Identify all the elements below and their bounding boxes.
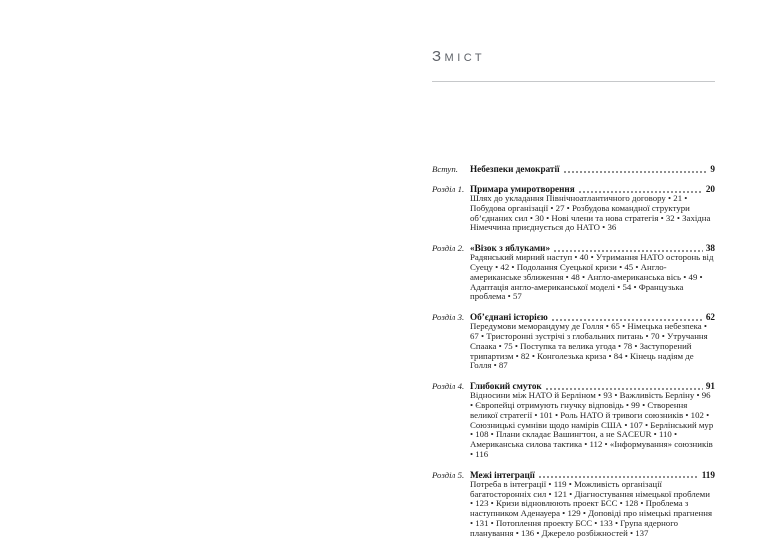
toc-entry-main (470, 164, 715, 174)
toc-heading-row (470, 164, 715, 174)
toc-entry-label: Розділ 4. (432, 381, 465, 392)
toc-entry-main (470, 470, 715, 539)
toc-entry-page-number: 9 (710, 164, 715, 174)
toc-entry-heading: Примара умиротворення (470, 184, 575, 194)
toc-entry-heading: Небезпеки демократії (470, 164, 560, 174)
table-of-contents (432, 47, 715, 547)
toc-entry-main (470, 381, 715, 460)
toc-entry-heading: «Візок з яблуками» (470, 243, 551, 254)
toc-entry-label: Розділ 1. (432, 184, 465, 194)
toc-entry-heading: Межі інтеграції (470, 469, 535, 480)
toc-entry-chapter-4 (432, 381, 715, 460)
toc-entry-chapter-3 (432, 312, 715, 371)
page-title: Зміст (432, 48, 486, 65)
toc-entry-subtopics: Передумови меморандуму де Голля • 65 • Німецька небезпека • 67 • Тристоронні зустрічі з глобальних питань • 70 • Утручання Спаака • 75 • Поступка та велика угода • 78 • Заступорений трипартизм • 82 • Конголезька криза • 84 • Кінець надіям де Голля • 87 (470, 321, 708, 371)
toc-entry-label: Вступ. (432, 164, 458, 174)
toc-entry-heading: Об’єднані історією (470, 312, 548, 323)
toc-entry-label: Розділ 5. (432, 469, 465, 480)
dot-leader (538, 476, 699, 478)
toc-entry-chapter-2 (432, 243, 715, 302)
toc-entry-heading: Глибокий смуток (470, 381, 542, 392)
toc-entry-main (470, 243, 715, 302)
toc-entry-label: Розділ 2. (432, 243, 465, 254)
toc-entry-page-number: 62 (705, 312, 715, 323)
toc-entry-intro (432, 164, 715, 174)
toc-entry-main (470, 312, 715, 371)
toc-entry-main (470, 184, 715, 233)
toc-entry-subtopics: Шлях до укладання Північноатлантичного договору • 21 • Побудова організації • 27 • Розбудова командної структури об’єднаних сил • 30 • Нові члени та нова стратегія • 32 • Західна Німеччина приєднується до НАТО • 36 (470, 193, 711, 233)
title-divider-rule (432, 81, 715, 82)
toc-entry-subtopics: Потреба в інтеграції • 119 • Можливість організації багатосторонніх сил • 121 • Діагностування німецької проблеми • 123 • Кризи відновлюють проект БСС • 128 • Проблема з наступником Аденауера • 129 • Доповіді про німецькі прагнення • 131 • Потоплення проекту БСС • 133 • Група ядерного планування • 136 • Джерело розбіжностей • 137 (470, 478, 713, 538)
toc-entry-page-number: 38 (705, 243, 715, 254)
toc-entry-list (432, 164, 715, 539)
toc-entry-chapter-1 (432, 184, 715, 233)
toc-entry-subtopics: Відносини між НАТО й Берліном • 93 • Важливість Берліну • 96 • Європейці отримують гнучку відповідь • 99 • Створення великої стратегії • 101 • Роль НАТО й тривоги союзників • 102 • Союзницькі сумніви щодо намірів США • 107 • Берлінський мур • 108 • Плани складає Вашингтон, а не SACEUR • 110 • Американська силова тактика • 112 • «Інформування» союзників • 116 (470, 390, 714, 459)
toc-entry-page-number: 91 (705, 381, 715, 392)
toc-entry-label: Розділ 3. (432, 312, 465, 323)
toc-entry-page-number: 20 (705, 184, 715, 194)
toc-entry-subtopics: Радянський мирний наступ • 40 • Утримання НАТО осторонь від Суецу • 42 • Подолання Суецької кризи • 45 • Англо-американське зближення • 48 • Англо-американська вісь • 49 • Адаптація англо-американської моделі • 54 • Французька проблема • 57 (470, 252, 714, 302)
dot-leader (563, 171, 708, 173)
toc-entry-chapter-5 (432, 470, 715, 539)
toc-entry-page-number: 119 (701, 469, 715, 480)
